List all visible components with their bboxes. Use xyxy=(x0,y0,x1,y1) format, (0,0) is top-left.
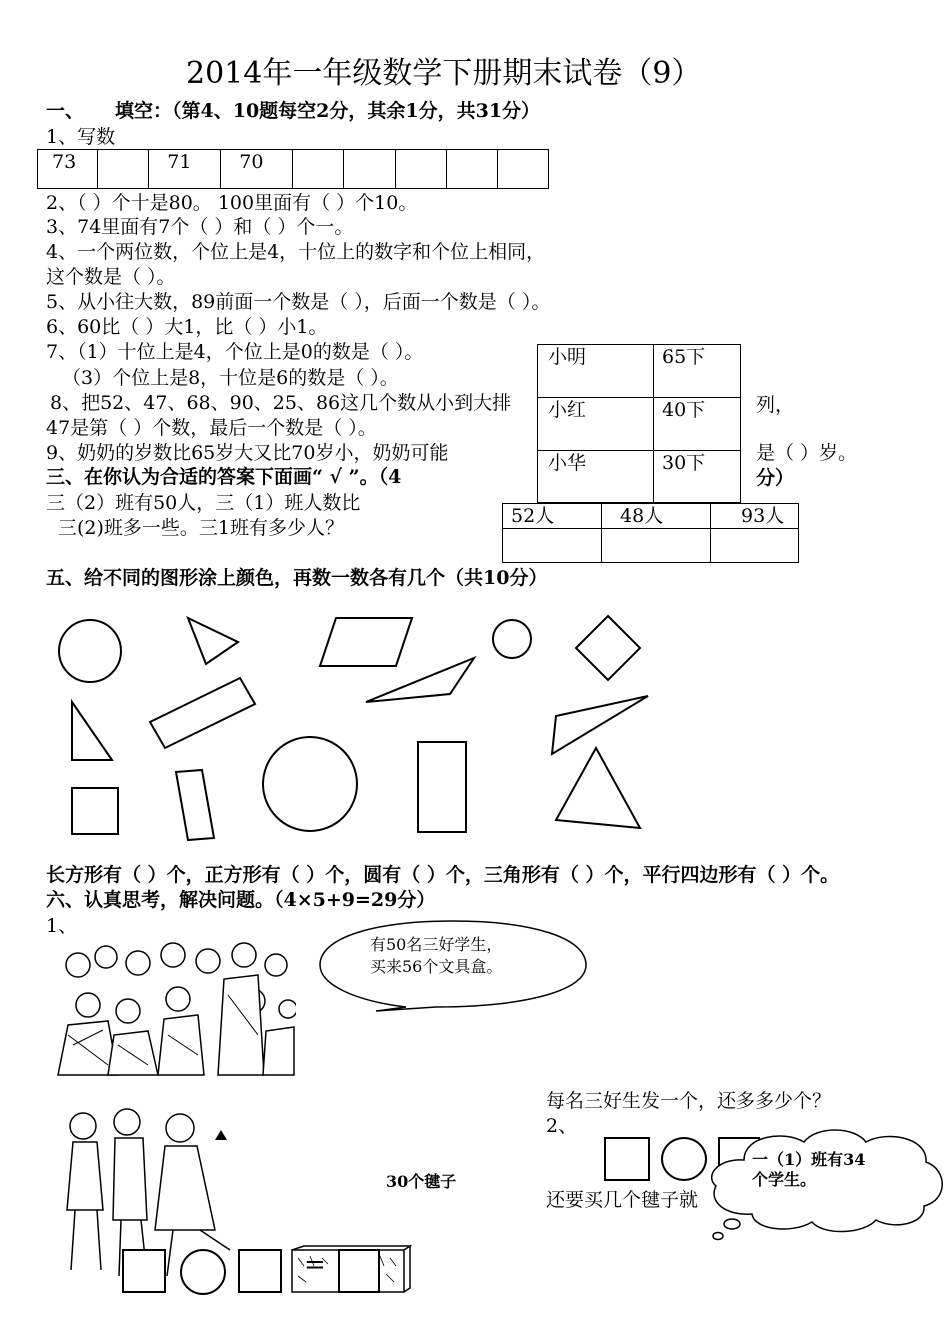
triangle-shape[interactable] xyxy=(188,618,238,664)
section5-answer-line: 长方形有（ ）个，正方形有（ ）个，圆有（ ）个，三角形有（ ）个，平行四边形有（ ）个。 xyxy=(46,864,840,886)
q2: 2、（ ）个十是80。 100里面有（ ）个10。 xyxy=(46,192,418,214)
option-label: 52人 xyxy=(503,504,602,529)
circle-shape[interactable] xyxy=(263,737,357,831)
option-answer-cell[interactable] xyxy=(711,529,799,563)
section5-heading: 五、给不同的图形涂上颜色，再数一数各有几个（共10分） xyxy=(46,567,548,589)
circle-shape[interactable] xyxy=(59,620,121,682)
problem1-question: 每名三好生发一个，还多多少个？ xyxy=(546,1090,832,1112)
bubble1-line2: 买来56个文具盒。 xyxy=(370,957,503,976)
triangle-shape[interactable] xyxy=(72,702,112,760)
score-value: 65下 xyxy=(654,345,741,398)
score-value: 30下 xyxy=(654,451,741,503)
equals-sign: = xyxy=(304,1250,326,1280)
q4-line2: 这个数是（ ）。 xyxy=(46,266,176,288)
section3-question-line2: 三(2)班多一些。三1班有多少人？ xyxy=(58,517,345,539)
parallelogram-shape[interactable] xyxy=(176,770,214,840)
problem2-question: 还要买几个毽子就 xyxy=(546,1189,699,1211)
q9-tail: 是（ ）岁。 xyxy=(756,442,858,464)
problem2-label: 2、 xyxy=(546,1115,578,1137)
option-answer-cell[interactable] xyxy=(503,529,602,563)
section3-heading-tail: 分） xyxy=(756,467,795,489)
score-name: 小华 xyxy=(538,451,654,503)
q1-cell[interactable]: 70 xyxy=(221,150,293,189)
q5: 5、从小往大数，89前面一个数是（ ），后面一个数是（ ）。 xyxy=(46,291,551,313)
q1-label: 1、写数 xyxy=(46,126,116,148)
q7-line1: 7、（1）十位上是4，个位上是0的数是（ ）。 xyxy=(46,341,424,363)
circle-shape[interactable] xyxy=(493,620,531,658)
q8-line1: 8、把52、47、68、90、25、86这几个数从小到大排 xyxy=(50,392,512,414)
q1-cell[interactable]: 73 xyxy=(38,150,98,189)
shuttlecock-count: 30个毽子 xyxy=(386,1172,457,1191)
problem1-label: 1、 xyxy=(46,915,78,937)
score-value: 40下 xyxy=(654,398,741,451)
q1-cell[interactable] xyxy=(497,150,548,189)
q1-cell[interactable]: 71 xyxy=(149,150,221,189)
answer-circle[interactable] xyxy=(661,1137,707,1181)
section3-heading: 三、在你认为合适的答案下面画“ √ ”。（4 xyxy=(46,466,402,488)
section3-question-line1: 三（2）班有50人，三（1）班人数比 xyxy=(46,492,361,514)
score-name: 小明 xyxy=(538,345,654,398)
equation-circle[interactable] xyxy=(180,1249,226,1295)
q3: 3、74里面有7个（ ）和（ ）个一。 xyxy=(46,216,354,238)
rectangle-shape[interactable] xyxy=(418,742,466,832)
triangle-shape[interactable] xyxy=(556,748,640,828)
q1-cell[interactable] xyxy=(395,150,446,189)
section6-heading: 六、认真思考，解决问题。（4×5+9=29分） xyxy=(46,889,436,911)
square-shape[interactable] xyxy=(72,788,118,834)
equation-square[interactable] xyxy=(238,1249,282,1293)
equation-result-square[interactable] xyxy=(338,1249,380,1293)
q1-cell[interactable] xyxy=(446,150,497,189)
q1-number-table xyxy=(37,149,549,189)
section3-options-table xyxy=(502,503,799,563)
triangle-shape[interactable] xyxy=(552,696,648,754)
q1-cell[interactable] xyxy=(98,150,149,189)
option-label: 93人 xyxy=(711,504,799,529)
bubble1-line1: 有50名三好学生， xyxy=(370,935,503,954)
q9-line1: 9、奶奶的岁数比65岁大又比70岁小，奶奶可能 xyxy=(46,442,449,464)
equation-square[interactable] xyxy=(122,1249,166,1293)
q1-cell[interactable] xyxy=(293,150,344,189)
square-shape[interactable] xyxy=(576,616,640,680)
students-illustration xyxy=(48,935,296,1079)
parallelogram-shape[interactable] xyxy=(320,618,412,666)
bubble2-line1: 一（1）班有34 xyxy=(752,1150,866,1169)
q8-line2: 47是第（ ）个数，最后一个数是（ ）。 xyxy=(46,417,377,439)
rectangle-shape[interactable] xyxy=(150,678,255,748)
score-table xyxy=(537,344,741,503)
cloud-bubble-2 xyxy=(704,1120,950,1244)
section1-heading: 填空：（第4、10题每空2分，其余1分，共31分） xyxy=(115,100,541,122)
q4-line1: 4、一个两位数，个位上是4，十位上的数字和个位上相同， xyxy=(46,241,546,263)
shapes-figure xyxy=(0,600,950,850)
page-title: 2014年一年级数学下册期末试卷（9） xyxy=(186,56,702,91)
bubble2-line2: 个学生。 xyxy=(752,1170,817,1189)
q6: 6、60比（ ）大1，比（ ）小1。 xyxy=(46,316,328,338)
answer-square[interactable] xyxy=(604,1137,650,1181)
q7-line2: （3）个位上是8，十位是6的数是（ ）。 xyxy=(62,367,399,389)
q8-tail: 列， xyxy=(756,394,795,416)
section1-number: 一、 xyxy=(46,100,85,122)
score-name: 小红 xyxy=(538,398,654,451)
option-answer-cell[interactable] xyxy=(602,529,711,563)
option-label: 48人 xyxy=(602,504,711,529)
q1-cell[interactable] xyxy=(344,150,395,189)
